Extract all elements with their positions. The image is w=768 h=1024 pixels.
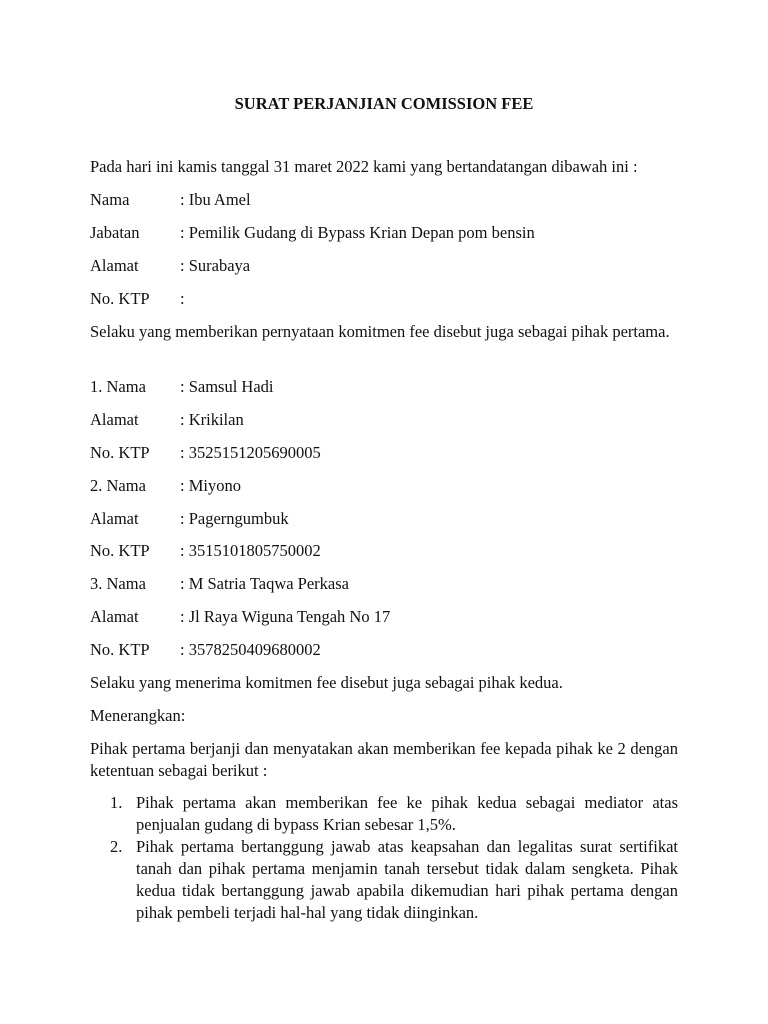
field-value: : Pagerngumbuk	[180, 509, 289, 528]
field-value: : Jl Raya Wiguna Tengah No 17	[180, 607, 391, 626]
terms-list	[90, 792, 678, 924]
field-label: 3. Nama	[90, 574, 146, 593]
field-value: : Miyono	[180, 476, 241, 495]
document-title: SURAT PERJANJIAN COMISSION FEE	[234, 94, 534, 113]
field-value: : 3578250409680002	[180, 640, 321, 659]
field-value: :	[180, 289, 185, 308]
field-label: No. KTP	[90, 541, 150, 560]
list-number: 1.	[110, 793, 123, 812]
field-label: No. KTP	[90, 289, 150, 308]
terms-intro: Pihak pertama berjanji dan menyatakan akan memberikan fee kepada pihak ke 2 dengan ketentuan sebagai berikut :	[90, 739, 678, 780]
field-label: Alamat	[90, 509, 139, 528]
field-value: : M Satria Taqwa Perkasa	[180, 574, 349, 593]
field-label: No. KTP	[90, 640, 150, 659]
list-item	[90, 836, 678, 924]
field-label: No. KTP	[90, 443, 150, 462]
field-value: : Surabaya	[180, 256, 251, 275]
field-value: : Krikilan	[180, 410, 244, 429]
list-item	[90, 792, 678, 836]
field-label: Nama	[90, 190, 130, 209]
field-label: Jabatan	[90, 223, 140, 242]
list-text: Pihak pertama akan memberikan fee ke pihak kedua sebagai mediator atas penjualan gudang di bypass Krian sebesar 1,5%.	[136, 793, 678, 834]
first-party-statement: Selaku yang memberikan pernyataan komitmen fee disebut juga sebagai pihak pertama.	[90, 322, 670, 341]
intro-text: Pada hari ini kamis tanggal 31 maret 2022 kami yang bertandatangan dibawah ini :	[90, 157, 638, 176]
field-label: Alamat	[90, 607, 139, 626]
list-text: Pihak pertama bertanggung jawab atas keapsahan dan legalitas surat sertifikat tanah dan pihak pertama menjamin tanah tersebut tidak dalam sengketa. Pihak kedua tidak bertanggung jawab apabila dikemudian hari pihak pertama dengan pihak pembeli terjadi hal-hal yang tidak diinginkan.	[136, 837, 678, 922]
menerangkan-heading: Menerangkan:	[90, 706, 186, 725]
list-number: 2.	[110, 837, 123, 856]
field-value: : Pemilik Gudang di Bypass Krian Depan pom bensin	[180, 223, 535, 242]
field-label: Alamat	[90, 410, 139, 429]
field-label: 1. Nama	[90, 377, 146, 396]
second-party-statement: Selaku yang menerima komitmen fee disebut juga sebagai pihak kedua.	[90, 673, 563, 692]
field-label: Alamat	[90, 256, 139, 275]
field-value: : 3515101805750002	[180, 541, 321, 560]
field-value: : Ibu Amel	[180, 190, 251, 209]
field-label: 2. Nama	[90, 476, 146, 495]
field-value: : 3525151205690005	[180, 443, 321, 462]
field-value: : Samsul Hadi	[180, 377, 274, 396]
